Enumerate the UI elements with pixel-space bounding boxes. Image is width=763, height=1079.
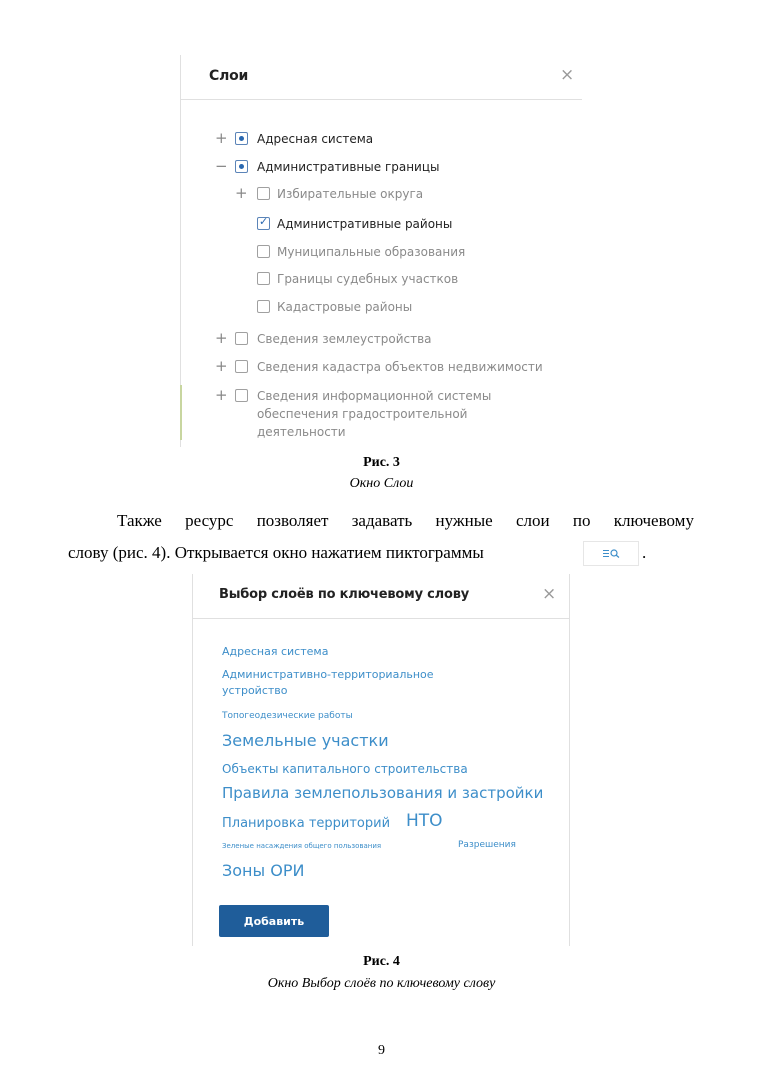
word: ключевому (613, 511, 694, 530)
checkbox-checked[interactable] (257, 217, 270, 230)
keyword-search-icon (583, 541, 639, 566)
tree-item-label: Административные районы (277, 217, 453, 231)
tree-item-label: Административные границы (257, 160, 440, 174)
checkbox-partial[interactable] (235, 132, 248, 145)
figure-4-number: Рис. 4 (363, 954, 400, 969)
word: задавать (351, 511, 413, 530)
tree-item-label-line: обеспечения градостроительной (257, 407, 468, 421)
word: позволяет (256, 511, 329, 530)
checkbox-partial[interactable] (235, 160, 248, 173)
add-button[interactable]: Добавить (219, 905, 329, 937)
keyword-admin-territorial-cont[interactable]: устройство (222, 684, 288, 697)
tree-item-label-line: деятельности (257, 425, 346, 439)
keyword-panel-header (192, 574, 570, 619)
word: нужные (435, 511, 493, 530)
tree-item-admin-districts[interactable] (180, 217, 582, 233)
collapse-icon[interactable]: − (215, 157, 228, 175)
close-icon[interactable]: × (560, 65, 575, 85)
checkbox-unchecked[interactable] (235, 389, 248, 402)
keyword-nto[interactable]: НТО (406, 811, 443, 831)
keyword-ori-zones[interactable]: Зоны ОРИ (222, 861, 305, 880)
tree-item-court-boundaries[interactable] (180, 272, 582, 288)
tree-item-label: Муниципальные образования (277, 245, 466, 259)
keyword-address-system[interactable]: Адресная система (222, 645, 329, 658)
paragraph-line-2: слову (рис. 4). Открывается окно нажатием пиктограммы (68, 543, 484, 562)
close-icon[interactable]: × (542, 584, 557, 604)
keyword-land-plots[interactable]: Земельные участки (222, 731, 389, 750)
keyword-territory-planning[interactable]: Планировка территорий (222, 816, 391, 831)
keyword-green-spaces[interactable]: Зеленые насаждения общего пользования (222, 842, 382, 850)
keyword-permissions[interactable]: Разрешения (458, 840, 516, 850)
figure-3-title: Окно Слои (349, 476, 414, 491)
keyword-admin-territorial[interactable]: Административно-территориальное (222, 668, 434, 681)
paragraph-line-1 (117, 511, 694, 531)
word: Также (117, 511, 162, 530)
tree-item-land-management[interactable] (180, 329, 582, 348)
checkbox-unchecked[interactable] (257, 300, 270, 313)
tree-item-label: Избирательные округа (277, 187, 424, 201)
expand-icon[interactable]: + (215, 386, 228, 404)
tree-item-label: Кадастровые районы (277, 300, 413, 314)
word: по (572, 511, 591, 530)
expand-icon[interactable]: + (215, 129, 228, 147)
paragraph-period: . (642, 543, 647, 562)
tree-item-admin-boundaries[interactable] (180, 157, 582, 176)
checkbox-unchecked[interactable] (257, 245, 270, 258)
panel-border (569, 574, 570, 946)
expand-icon[interactable]: + (235, 184, 248, 202)
tree-item-label-line: Сведения информационной системы (257, 389, 492, 403)
expand-icon[interactable]: + (215, 357, 228, 375)
keyword-land-use-rules[interactable]: Правила землепользования и застройки (222, 784, 544, 802)
tree-item-address-system[interactable] (180, 129, 582, 148)
checkbox-unchecked[interactable] (257, 187, 270, 200)
word: ресурс (185, 511, 234, 530)
tree-item-label: Границы судебных участков (277, 272, 459, 286)
tree-item-label: Адресная система (257, 132, 374, 146)
tree-item-electoral-districts[interactable] (180, 184, 582, 203)
tree-item-label: Сведения кадастра объектов недвижимости (257, 360, 543, 374)
figure-4-title: Окно Выбор слоёв по ключевому слову (267, 976, 496, 991)
layers-panel-title: Слои (209, 68, 249, 84)
word: слои (515, 511, 550, 530)
expand-icon[interactable]: + (215, 329, 228, 347)
page-number: 9 (378, 1043, 385, 1058)
checkbox-unchecked[interactable] (257, 272, 270, 285)
layers-panel (180, 55, 582, 447)
layers-panel-header (180, 55, 582, 100)
checkbox-unchecked[interactable] (235, 360, 248, 373)
keyword-layers-panel (192, 574, 570, 946)
tree-item-label: Сведения землеустройства (257, 332, 432, 346)
checkbox-unchecked[interactable] (235, 332, 248, 345)
tree-item-municipalities[interactable] (180, 245, 582, 261)
panel-border (192, 574, 193, 946)
keyword-panel-title: Выбор слоёв по ключевому слову (219, 587, 470, 602)
tree-item-real-estate-cadastre[interactable] (180, 357, 582, 376)
tree-item-cadastral-districts[interactable] (180, 300, 582, 316)
tree-item-urban-planning-system[interactable] (180, 386, 582, 441)
keyword-capital-construction[interactable]: Объекты капитального строительства (222, 762, 468, 776)
figure-3-number: Рис. 3 (363, 455, 400, 470)
keyword-topogeodesy[interactable]: Топогеодезические работы (222, 711, 353, 721)
